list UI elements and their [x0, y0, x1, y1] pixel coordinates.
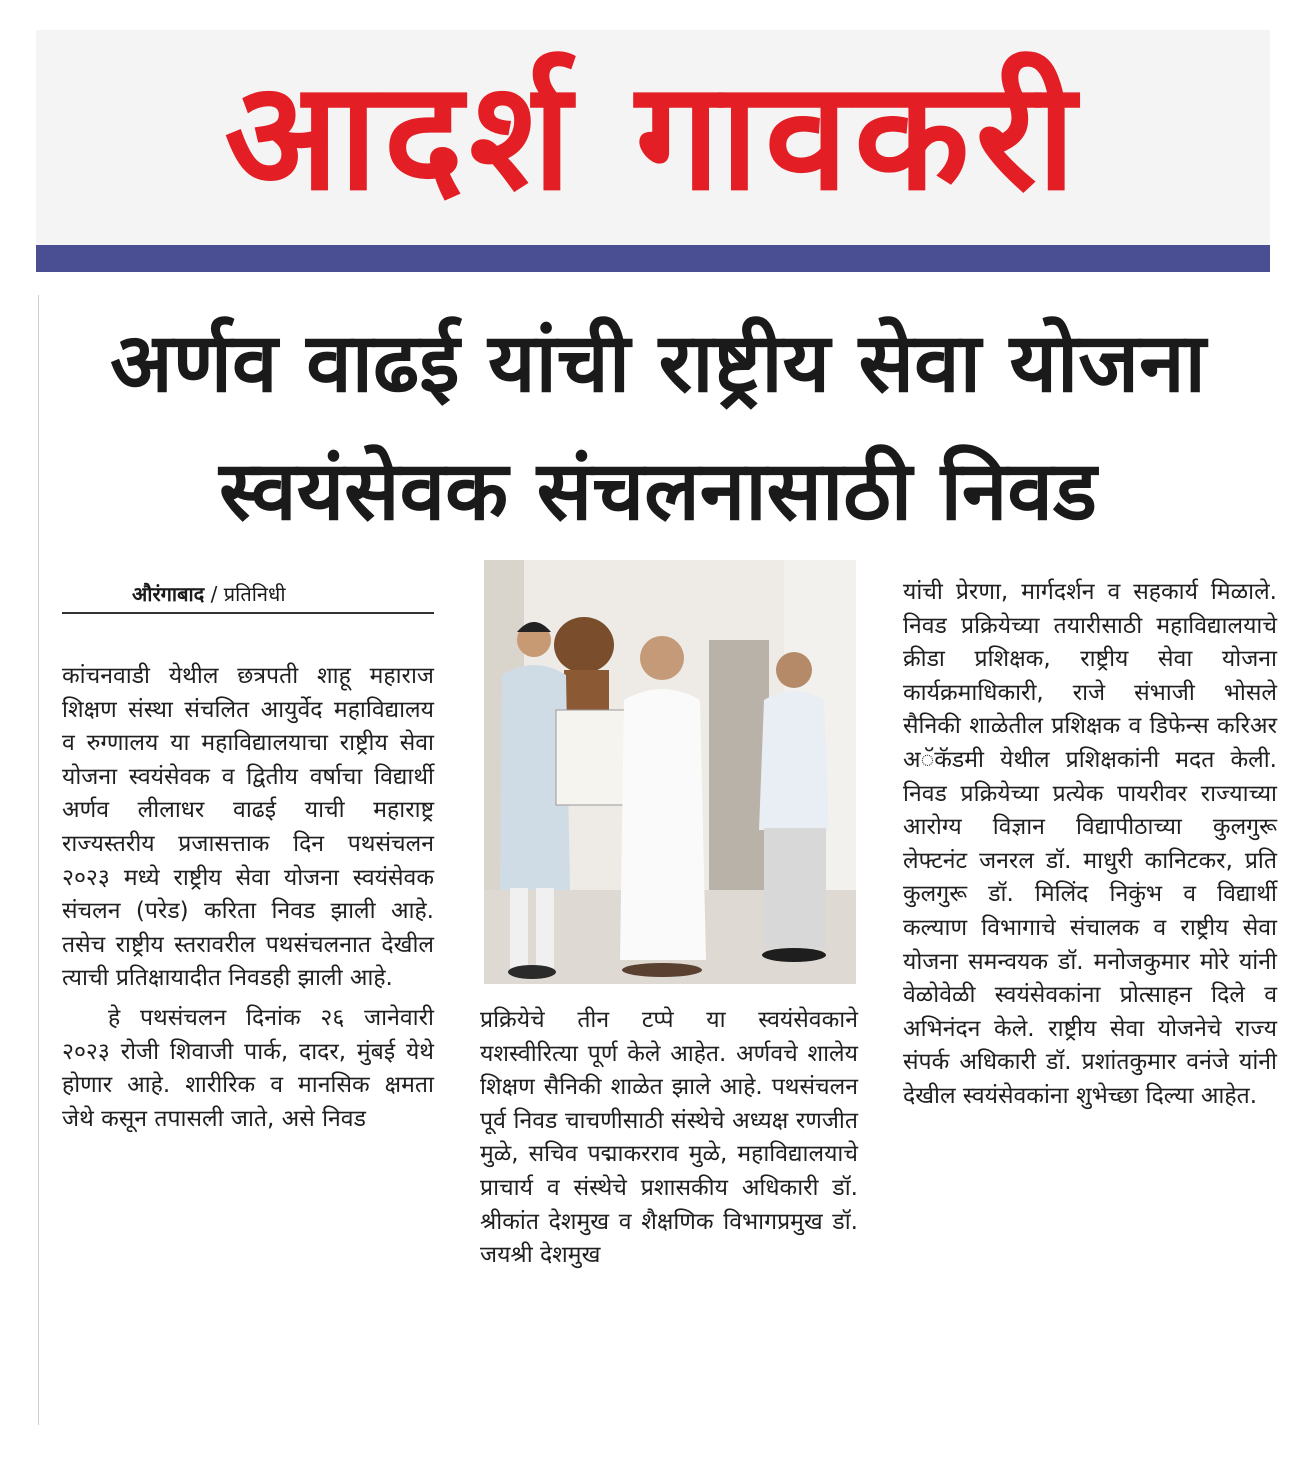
article-photo	[484, 560, 856, 984]
column-1-paragraph-1: कांचनवाडी येथील छत्रपती शाहू महाराज शिक्षण संस्था संचलित आयुर्वेद महाविद्यालय व रुग्णालय या महाविद्यालयाचा राष्ट्रीय सेवा योजना स्वयंसेवक व द्वितीय वर्षाचा विद्यार्थी अर्णव लीलाधर वाढई याची महाराष्ट्र राज्यस्तरीय प्रजासत्ताक दिन पथसंचलन २०२३ मध्ये राष्ट्रीय सेवा योजना स्वयंसेवक संचलन (परेड) करिता निवड झाली आहे. तसेच राष्ट्रीय स्तरावरील पथसंचलनात देखील त्याची प्रतिक्षायादीत निवडही झाली आहे.	[62, 663, 434, 992]
byline-city: औरंगाबाद	[132, 582, 205, 606]
headline-line-1: अर्णव वाढई यांची राष्ट्रीय सेवा योजना	[110, 316, 1206, 411]
byline	[62, 574, 434, 614]
byline-separator: /	[210, 582, 218, 606]
column-3-paragraph-1: यांची प्रेरणा, मार्गदर्शन व सहकार्य मिळाले. निवड प्रक्रियेच्या तयारीसाठी महाविद्यालयाचे क्रीडा प्रशिक्षक, राष्ट्रीय सेवा योजना कार्यक्रमाधिकारी, राजे संभाजी भोसले सैनिकी शाळेतील प्रशिक्षक व डिफेन्स करिअर अॅकॅडमी येथील प्रशिक्षकांनी मदत केली. निवड प्रक्रियेच्या प्रत्येक पायरीवर राज्याच्या आरोग्य विज्ञान विद्यापीठाच्या कुलगुरू लेफ्टनंट जनरल डॉ. माधुरी कानिटकर, प्रति कुलगुरू डॉ. मिलिंद निकुंभ व विद्यार्थी कल्याण विभागाचे संचालक व राष्ट्रीय सेवा योजना समन्वयक डॉ. मनोजकुमार मोरे यांनी वेळोवेळी स्वयंसेवकांना प्रोत्साहन दिले व अभिनंदन केले. राष्ट्रीय सेवा योजनेचे राज्य संपर्क अधिकारी डॉ. प्रशांतकुमार वनंजे यांनी देखील स्वयंसेवकांना शुभेच्छा दिल्या आहेत.	[903, 579, 1277, 1109]
article-headline	[40, 300, 1276, 556]
article-column-2	[480, 1004, 858, 1273]
masthead-rule-bar	[36, 245, 1270, 272]
article-column-3	[903, 576, 1277, 1114]
page-left-border	[38, 295, 39, 1425]
headline-line-2: स्वयंसेवक संचलनासाठी निवड	[219, 444, 1097, 539]
masthead-title: आदर्श गावकरी	[224, 50, 1082, 224]
byline-reporter: प्रतिनिधी	[223, 582, 286, 606]
article-column-1	[62, 660, 434, 1136]
column-1-paragraph-2: हे पथसंचलन दिनांक २६ जानेवारी २०२३ रोजी शिवाजी पार्क, दादर, मुंबई येथे होणार आहे. शारीरिक व मानसिक क्षमता जेथे कसून तपासली जाते, असे निवड	[62, 1004, 434, 1132]
masthead	[36, 30, 1270, 245]
photo-illustration	[484, 560, 856, 984]
column-2-paragraph-1: प्रक्रियेचे तीन टप्पे या स्वयंसेवकाने यशस्वीरित्या पूर्ण केले आहेत. अर्णवचे शालेय शिक्षण सैनिकी शाळेत झाले आहे. पथसंचलन पूर्व निवड चाचणीसाठी संस्थेचे अध्यक्ष रणजीत मुळे, सचिव पद्माकरराव मुळे, महाविद्यालयाचे प्राचार्य व संस्थेचे प्रशासकीय अधिकारी डॉ. श्रीकांत देशमुख व शैक्षणिक विभागप्रमुख डॉ. जयश्री देशमुख	[480, 1007, 858, 1269]
